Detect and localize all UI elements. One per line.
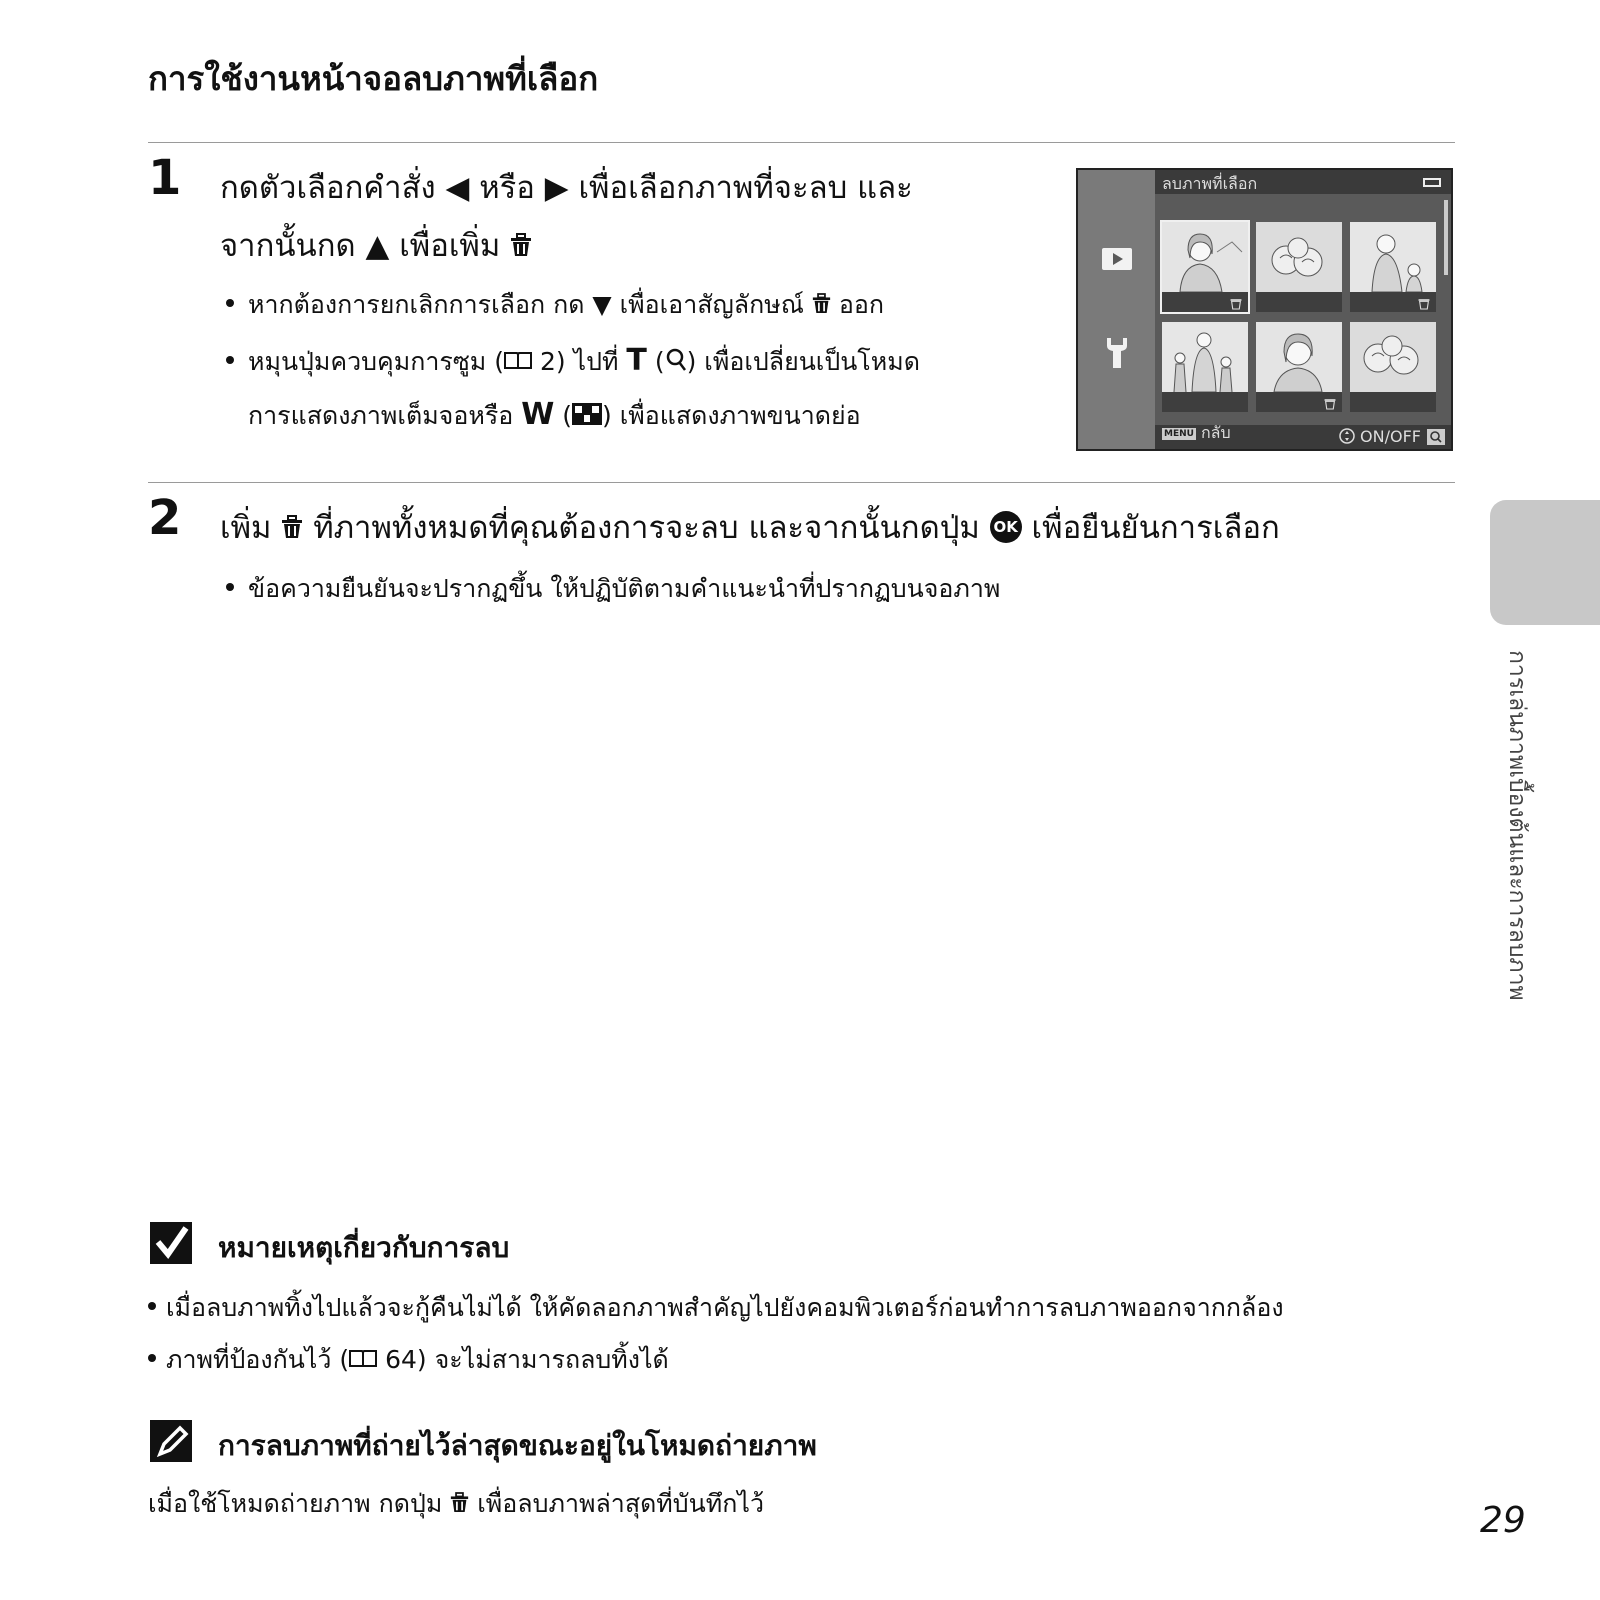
step1-bullet-1: หากต้องการยกเลิกการเลือก กด ▼ เพื่อเอาสัญลักษณ์ ออก xyxy=(226,282,884,328)
note-bullet-1: เมื่อลบภาพทิ้งไปแล้วจะกู้คืนไม่ได้ ให้คัดลอกภาพสำคัญไปยังคอมพิวเตอร์ก่อนทำการลบภาพออกจากกล้อง xyxy=(148,1288,1284,1328)
bullet-dot xyxy=(148,1354,156,1362)
magnifier-icon xyxy=(665,348,687,372)
right-arrow-icon: ▶ xyxy=(544,170,569,206)
step1-bullet-2-cont: การแสดงภาพเต็มจอหรือ W ( ) เพื่อแสดงภาพขนาดย่อ xyxy=(248,397,861,432)
step2-bullet-1: ข้อความยืนยันจะปรากฏขึ้น ให้ปฏิบัติตามคำแนะนำที่ปรากฏบนจอภาพ xyxy=(226,566,1000,612)
thumbnail xyxy=(1162,222,1248,312)
tip-pencil-icon xyxy=(150,1420,192,1462)
camera-screen-illustration xyxy=(1076,168,1453,451)
bullet-dot xyxy=(148,1302,156,1310)
scrollbar xyxy=(1444,200,1448,275)
trash-icon xyxy=(1418,296,1430,310)
multi-selector-icon xyxy=(1339,428,1355,444)
tip-text: เมื่อใช้โหมดถ่ายภาพ กดปุ่ม เพื่อลบภาพล่าสุดที่บันทึกไว้ xyxy=(148,1489,764,1518)
thumbnail-grid-icon xyxy=(572,403,602,425)
step1-line1: กดตัวเลือกคำสั่ง ◀ หรือ ▶ เพื่อเลือกภาพที่จะลบ และ xyxy=(220,170,913,206)
camera-side-menu xyxy=(1078,170,1155,449)
camera-onoff-label: ON/OFF xyxy=(1339,427,1421,446)
chapter-side-title: การเล่นภาพเบื้องต้นและการลบภาพ xyxy=(1504,650,1530,1001)
trash-icon xyxy=(1230,296,1242,310)
ok-button-icon: OK xyxy=(990,511,1022,543)
bullet-dot xyxy=(226,356,234,364)
step-number-1: 1 xyxy=(148,150,182,206)
divider xyxy=(148,142,1455,143)
divider xyxy=(148,482,1455,483)
caution-check-icon xyxy=(150,1222,192,1264)
chapter-tab xyxy=(1490,500,1600,625)
trash-icon xyxy=(450,1492,469,1513)
battery-icon xyxy=(1423,178,1441,187)
step1-line2: จากนั้นกด ▲ เพื่อเพิ่ม xyxy=(220,218,532,274)
up-arrow-icon: ▲ xyxy=(365,228,390,264)
thumbnail xyxy=(1350,222,1436,312)
book-reference-icon xyxy=(504,351,532,371)
left-arrow-icon: ◀ xyxy=(445,170,470,206)
tip-title: การลบภาพที่ถ่ายไว้ล่าสุดขณะอยู่ในโหมดถ่ายภาพ xyxy=(218,1429,817,1462)
note-bullet-2: ภาพที่ป้องกันไว้ ( 64) จะไม่สามารถลบทิ้งได้ xyxy=(148,1340,669,1380)
playback-icon xyxy=(1102,248,1132,270)
thumbnail xyxy=(1256,222,1342,312)
bullet-dot xyxy=(226,299,234,307)
step1-bullet-2: หมุนปุ่มควบคุมการซูม ( 2) ไปที่ T ( ) เพื่อเปลี่ยนเป็นโหมด xyxy=(226,338,920,385)
step-number-2: 2 xyxy=(148,490,182,546)
note-title: หมายเหตุเกี่ยวกับการลบ xyxy=(218,1231,510,1264)
step2-line: เพิ่ม ที่ภาพทั้งหมดที่คุณต้องการจะลบ และจากนั้นกดปุ่ม OK เพื่อยืนยันการเลือก xyxy=(220,510,1280,546)
thumbnail xyxy=(1350,322,1436,412)
section-title: การใช้งานหน้าจอลบภาพที่เลือก xyxy=(148,59,599,98)
zoom-icon xyxy=(1427,429,1445,445)
down-arrow-icon: ▼ xyxy=(592,290,612,319)
trash-icon xyxy=(510,233,532,257)
trash-icon xyxy=(812,293,831,314)
trash-icon xyxy=(1324,396,1336,410)
camera-screen-title: ลบภาพที่เลือก xyxy=(1162,174,1258,193)
thumbnail xyxy=(1256,322,1342,412)
page-number: 29 xyxy=(1480,1500,1526,1541)
wrench-icon xyxy=(1104,336,1130,370)
book-reference-icon xyxy=(349,1349,377,1369)
camera-back-label: MENU กลับ xyxy=(1164,423,1231,442)
thumbnail xyxy=(1162,322,1248,412)
trash-icon xyxy=(281,515,303,539)
bullet-dot xyxy=(226,583,234,591)
